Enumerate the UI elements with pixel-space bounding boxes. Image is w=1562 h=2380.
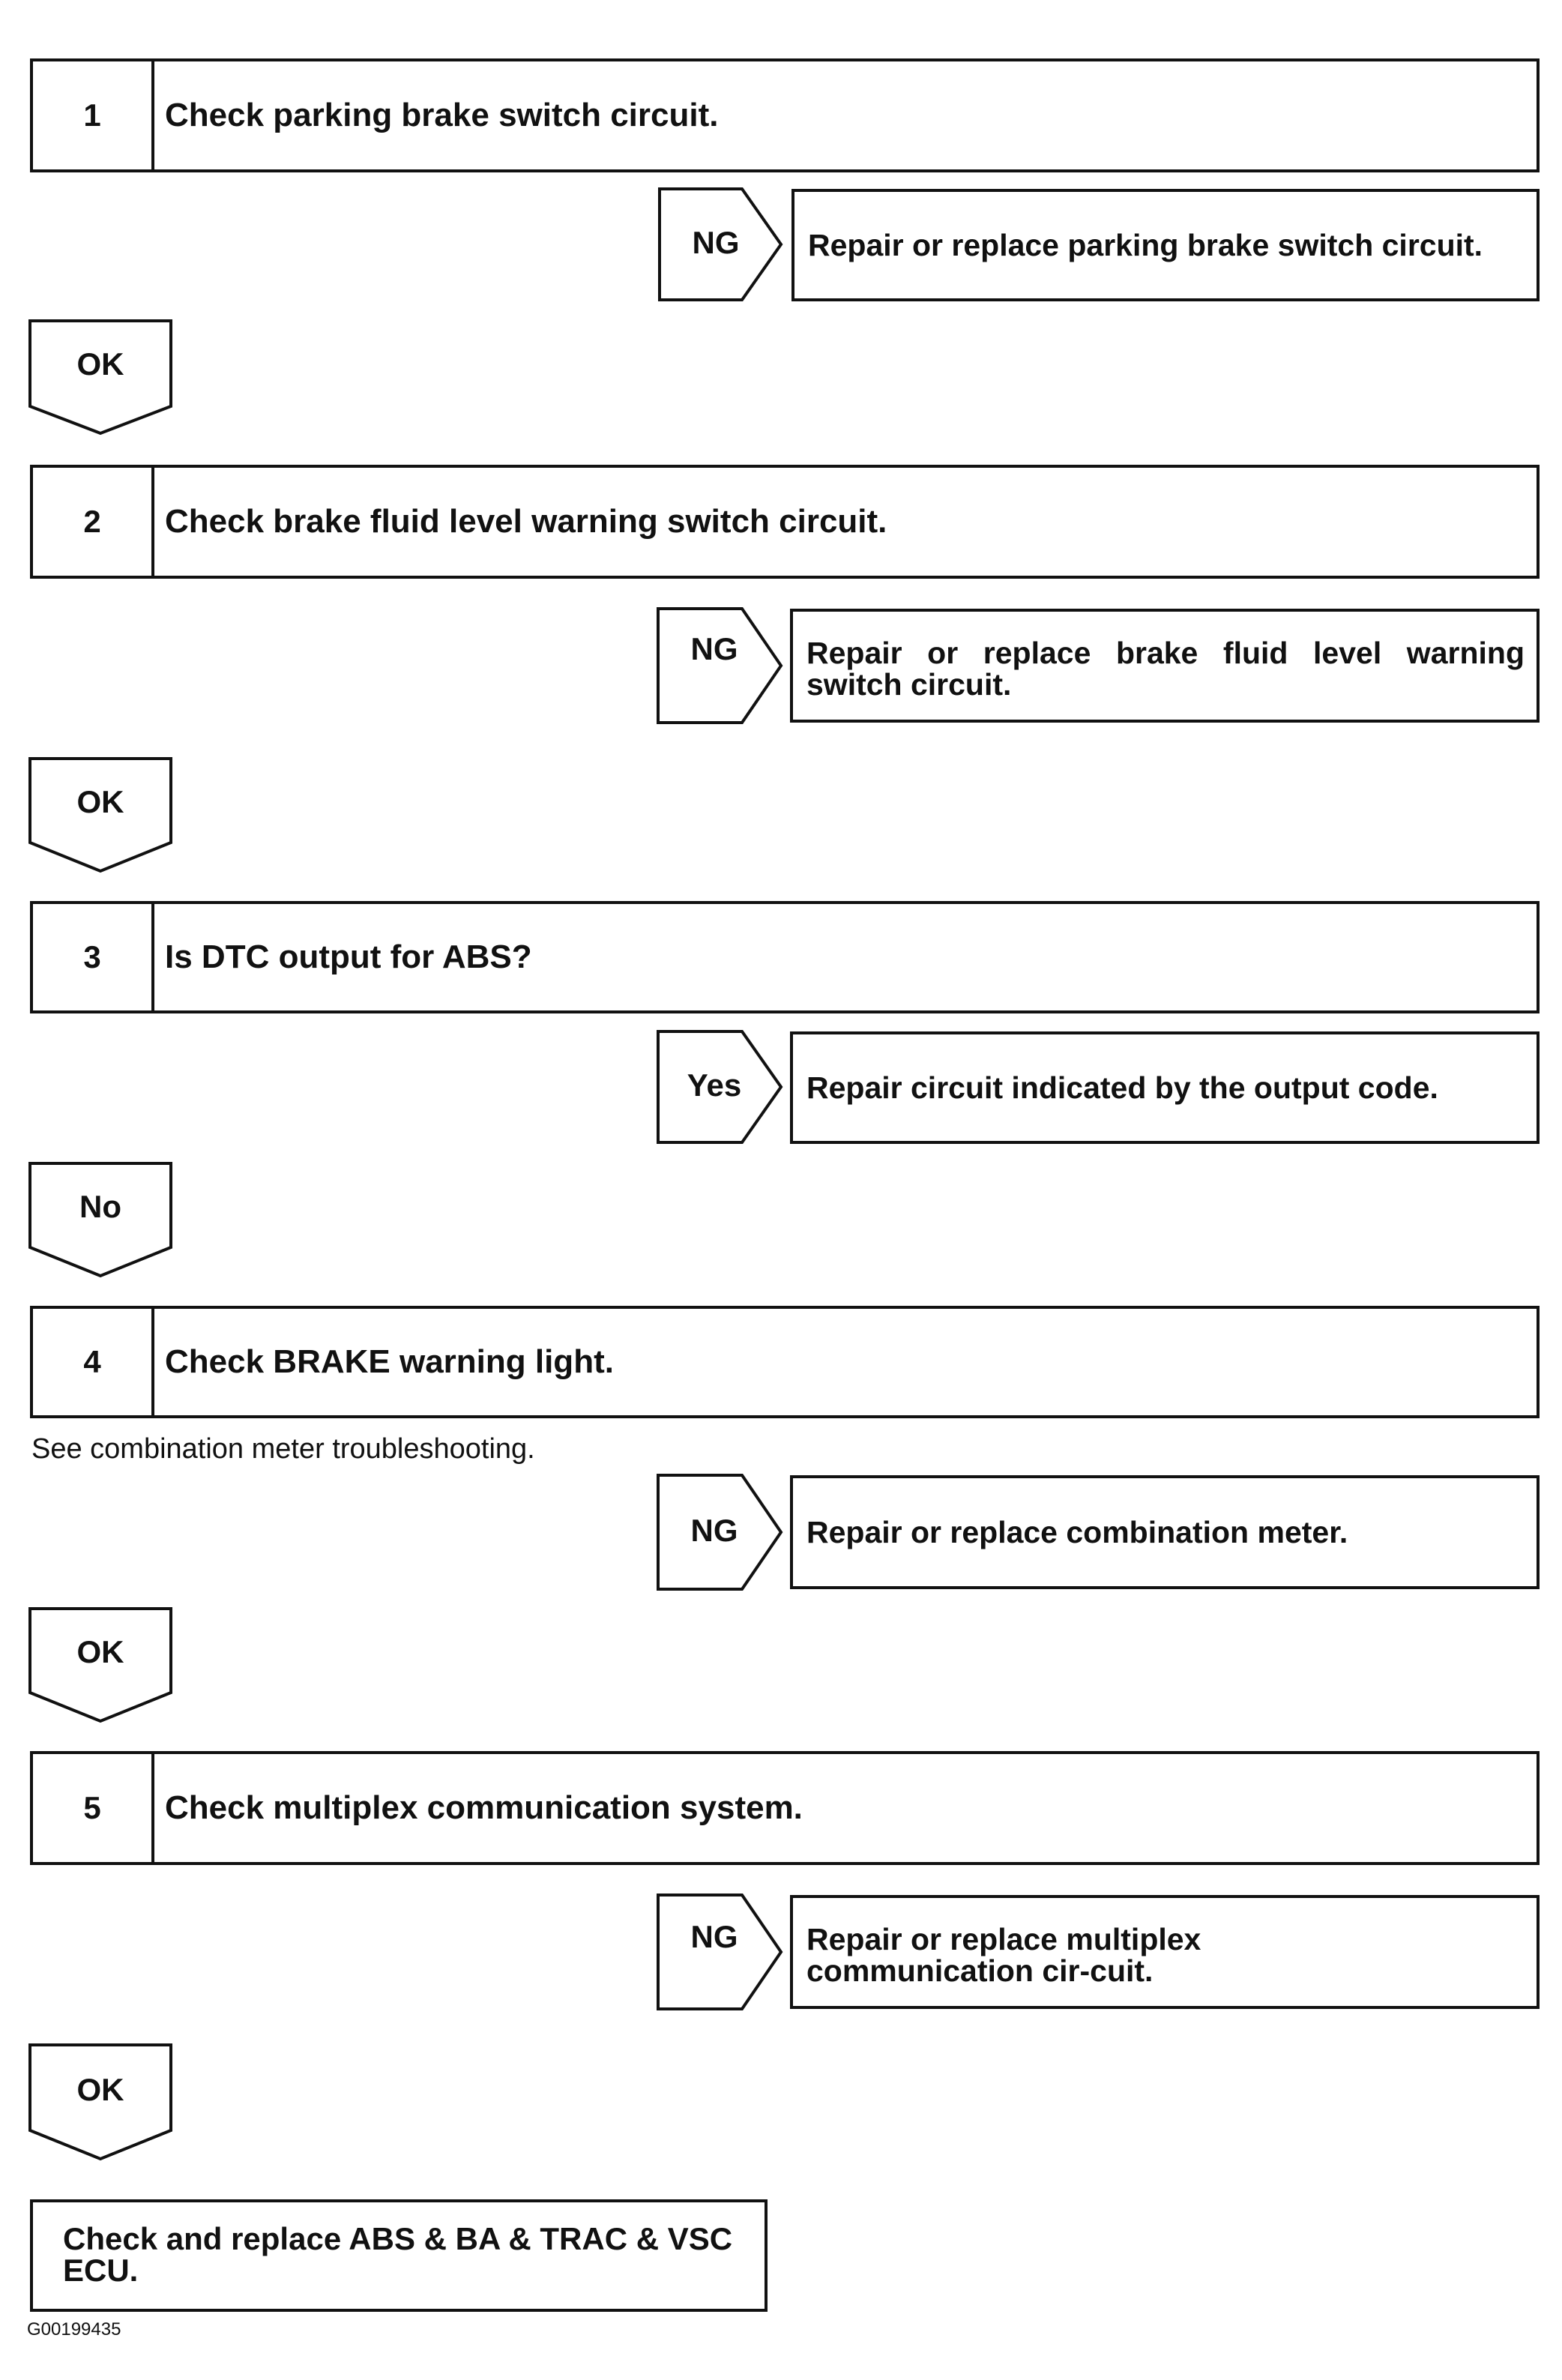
step-text: Check parking brake switch circuit. [165,97,719,133]
branch-label-1: NG [692,225,740,260]
continue-label-3: No [79,1189,121,1224]
step-number: 5 [33,1754,154,1862]
result-text: Repair or replace multiplex communication cir-cuit. [806,1922,1201,1988]
branch-label-4: NG [690,1513,738,1548]
continue-label-2: OK [76,784,124,819]
branch-label-5: NG [690,1919,738,1954]
continue-label-5: OK [76,2072,124,2107]
step-number: 2 [33,468,154,576]
result-text: Repair circuit indicated by the output code. [806,1070,1438,1105]
figure-id: G00199435 [27,2319,121,2340]
continue-label-1: OK [76,346,124,382]
branch-label-3: Yes [687,1067,742,1103]
step-text: Check BRAKE warning light. [165,1343,614,1380]
continue-label-4: OK [76,1634,124,1669]
step-text: Check brake fluid level warning switch circuit. [165,503,887,540]
final-action-box [30,2199,768,2312]
step-number: 1 [33,61,154,169]
result-text: Repair or replace parking brake switch circuit. [808,228,1483,262]
troubleshooting-note: See combination meter troubleshooting. [31,1433,535,1465]
step-text: Is DTC output for ABS? [165,939,532,975]
branch-label-2: NG [690,631,738,666]
final-action-text: Check and replace ABS & BA & TRAC & VSC ECU. [63,2221,733,2288]
result-text: Repair or replace brake fluid level warning switch circuit. [806,636,1525,702]
step-number: 4 [33,1309,154,1415]
step-text: Check multiplex communication system. [165,1789,803,1826]
step-number: 3 [33,904,154,1010]
result-text: Repair or replace combination meter. [806,1515,1348,1549]
